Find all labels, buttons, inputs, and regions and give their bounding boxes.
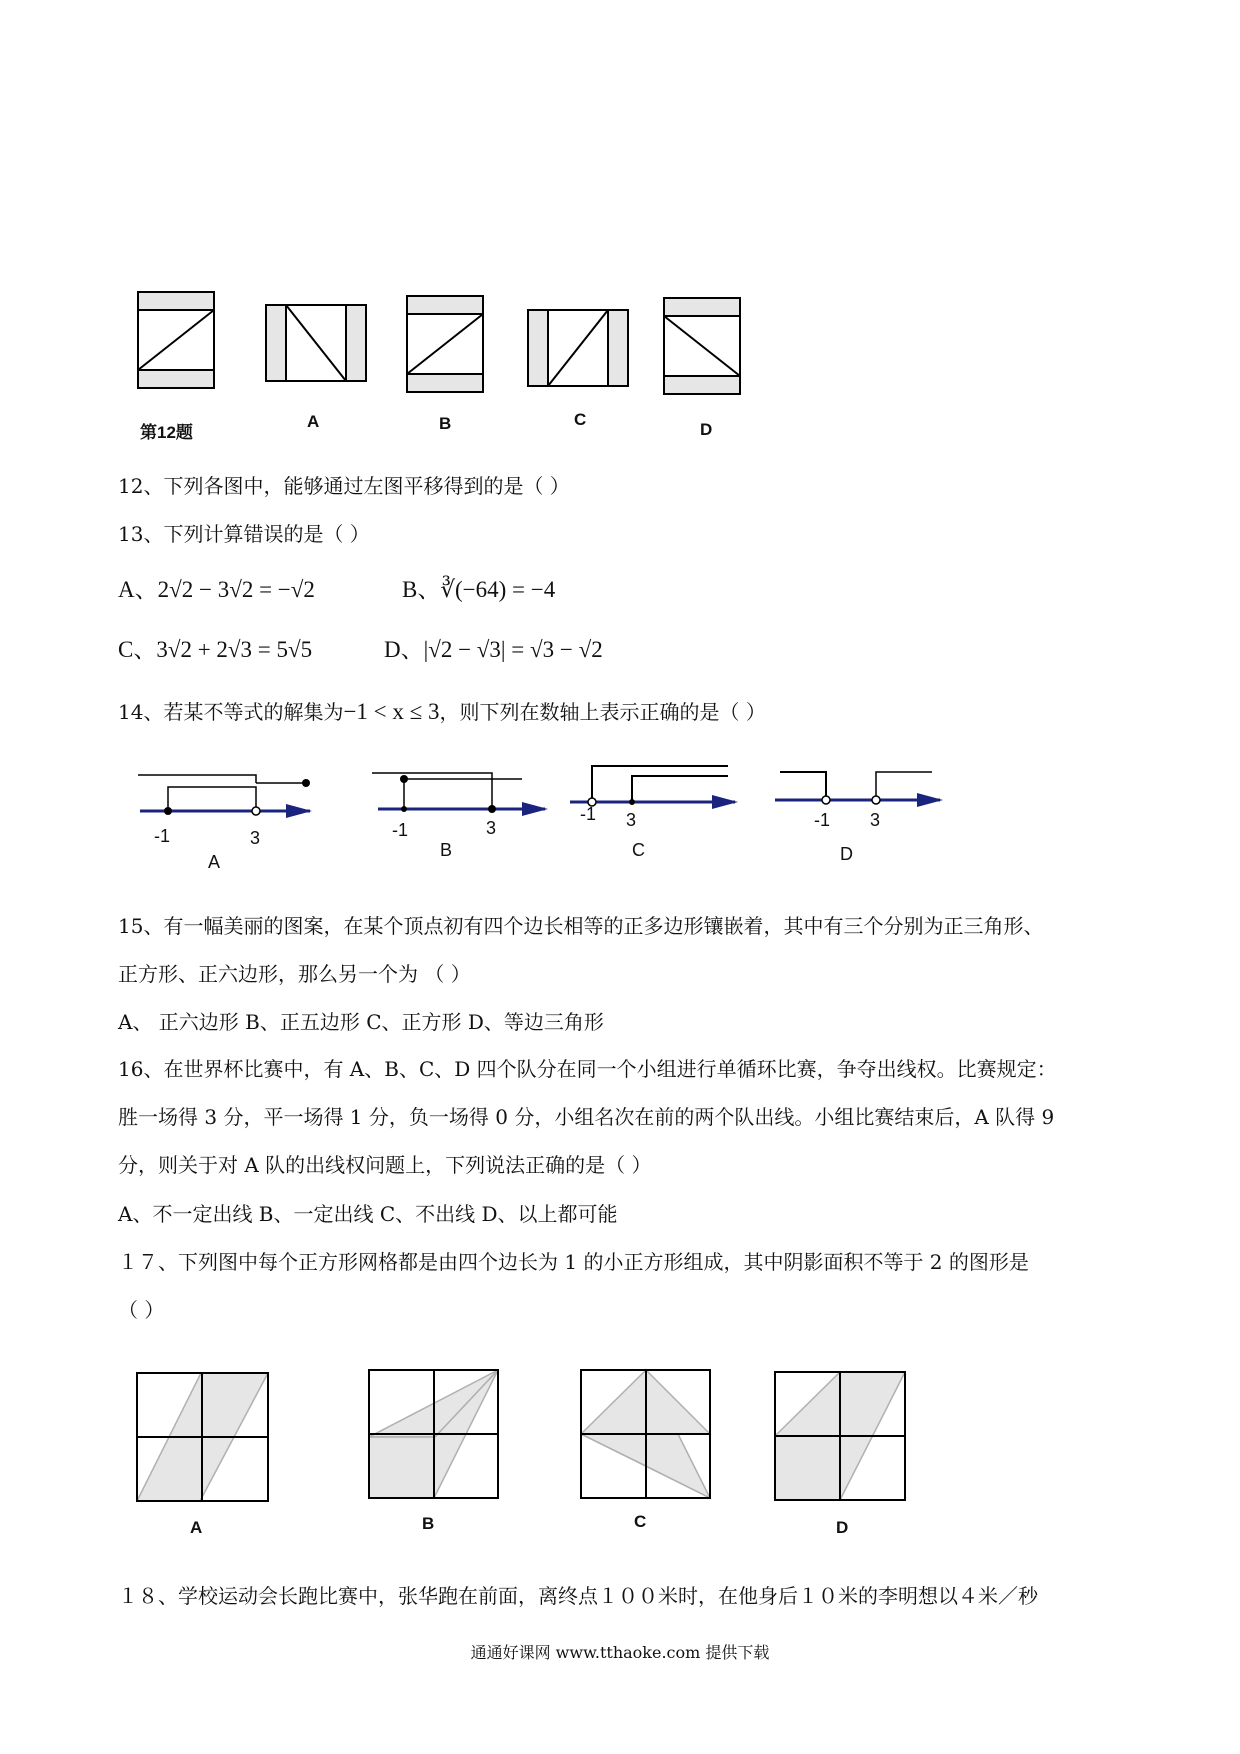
q14-option-c-line: [570, 766, 738, 809]
q14-option-b-line: [372, 773, 548, 816]
q12-original-figure: [138, 292, 214, 388]
q17-label-c: C: [634, 1512, 647, 1531]
q14-stem-prefix: 14、若某不等式的解集为: [118, 700, 344, 724]
q16-line3: 分，则关于对 A 队的出线权问题上，下列说法正确的是（ ）: [118, 1153, 652, 1177]
q14-stem-math: −1 < x ≤ 3: [343, 699, 440, 724]
q12-figures: [0, 280, 1240, 440]
q17-label-a: A: [190, 1518, 203, 1537]
q14-stem: [118, 698, 766, 726]
q13-option-d: D、|√2 − √3| = √3 − √2: [384, 637, 603, 662]
q16-line1: 16、在世界杯比赛中，有 A、B、C、D 四个队分在同一个小组进行单循环比赛，争夺出线权。比赛规定：: [118, 1057, 1057, 1081]
q15-stem-line2: 正方形、正六边形，那么另一个为 （ ）: [118, 962, 471, 986]
q17-option-c-grid: [581, 1370, 710, 1498]
q12-option-a-figure: [266, 305, 366, 381]
q12-figure-label-c: C: [574, 410, 587, 429]
q13-option-a: A、2√2 − 3√2 = −√2: [118, 577, 315, 602]
q17-option-b-grid: [369, 1370, 498, 1498]
q14-d-tick-neg: -1: [814, 810, 831, 830]
q12-figure-label-a: A: [307, 412, 320, 431]
q18-line1: １８、学校运动会长跑比赛中，张华跑在前面，离终点１００米时，在他身后１０米的李明想以４米／秒: [118, 1584, 1038, 1608]
q17-grid-figures: [0, 1360, 1240, 1510]
q14-option-d-line: [775, 772, 943, 807]
q12-option-b-figure: [407, 296, 483, 392]
q14-a-tick-pos: 3: [250, 828, 261, 848]
q14-stem-suffix: ，则下列在数轴上表示正确的是（ ）: [439, 700, 766, 724]
q12-figure-label-b: B: [439, 414, 452, 433]
q14-option-a-line: [138, 775, 312, 818]
q15-stem-line1: 15、有一幅美丽的图案，在某个顶点初有四个边长相等的正多边形镶嵌着，其中有三个分别为正三角形、: [118, 914, 1044, 938]
q13-option-c: C、3√2 + 2√3 = 5√5: [118, 637, 313, 662]
q14-label-a: A: [208, 852, 221, 872]
q13-option-b: B、∛(−64) = −4: [402, 577, 556, 602]
q14-c-tick-pos: 3: [626, 810, 637, 830]
q17-line2: （ ）: [118, 1298, 165, 1322]
q12-stem: 12、下列各图中，能够通过左图平移得到的是（ ）: [118, 474, 570, 498]
q14-c-tick-neg: -1: [580, 804, 597, 824]
q14-d-tick-pos: 3: [870, 810, 881, 830]
q12-figure-label-original: 第12题: [140, 423, 193, 442]
q14-b-tick-neg: -1: [392, 820, 409, 840]
q16-line2: 胜一场得 3 分，平一场得 1 分，负一场得 0 分，小组名次在前的两个队出线。小组比赛结束后，A 队得 9: [118, 1105, 1055, 1129]
q17-line1: １７、下列图中每个正方形网格都是由四个边长为 1 的小正方形组成，其中阴影面积不等于 2 的图形是: [118, 1250, 1029, 1274]
q12-option-d-figure: [664, 298, 740, 394]
q14-label-c: C: [632, 840, 645, 860]
q13-stem: 13、下列计算错误的是（ ）: [118, 522, 370, 546]
q14-number-lines: [0, 760, 1240, 870]
q17-option-a-grid: [137, 1373, 268, 1501]
q16-options: A、不一定出线 B、一定出线 C、不出线 D、以上都可能: [118, 1202, 618, 1226]
q14-label-b: B: [440, 840, 453, 860]
q14-label-d: D: [840, 844, 853, 864]
q15-options: A、 正六边形 B、正五边形 C、正方形 D、等边三角形: [118, 1010, 604, 1034]
q17-label-d: D: [836, 1518, 849, 1537]
q12-figure-label-d: D: [700, 420, 713, 439]
q14-a-tick-neg: -1: [154, 826, 171, 846]
page-footer: 通通好课网 www.tthaoke.com 提供下载: [470, 1643, 770, 1662]
q17-label-b: B: [422, 1514, 435, 1533]
q14-b-tick-pos: 3: [486, 818, 497, 838]
q12-option-c-figure: [528, 310, 628, 386]
q17-option-d-grid: [775, 1372, 905, 1500]
